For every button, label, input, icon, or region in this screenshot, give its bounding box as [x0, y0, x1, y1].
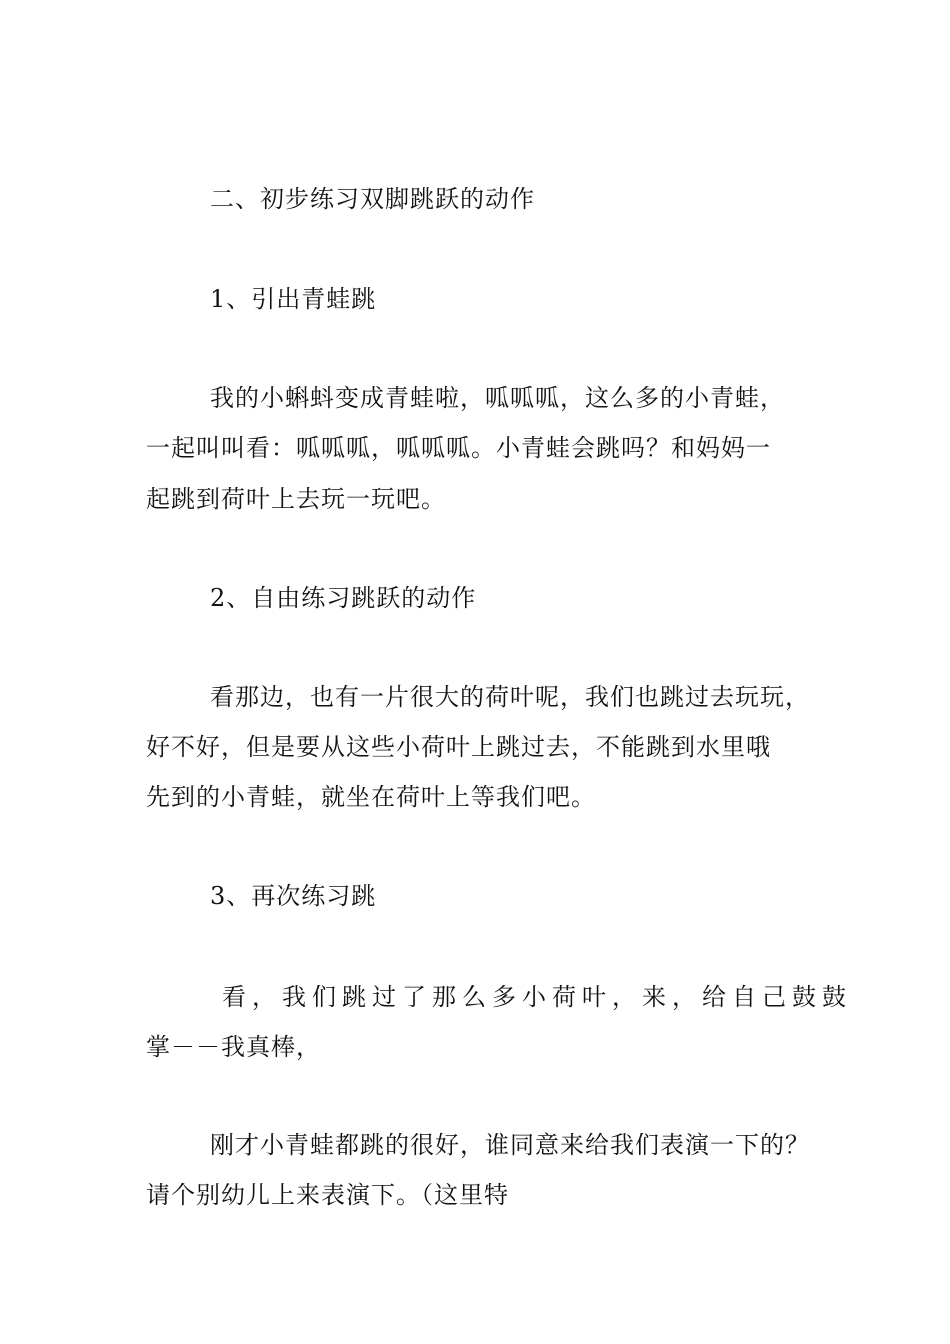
step3-para1-line-1: 看，我们跳过了那么多小荷叶，来，给自己鼓鼓 [222, 983, 852, 1011]
step2-title: 2、自由练习跳跃的动作 [210, 584, 477, 612]
step2-line-1: 看那边，也有一片很大的荷叶呢，我们也跳过去玩玩， [210, 683, 810, 711]
section-heading: 二、初步练习双脚跳跃的动作 [210, 185, 535, 213]
step1-line-2: 一起叫叫看：呱呱呱，呱呱呱。小青蛙会跳吗？和妈妈一 [146, 434, 771, 462]
step2-line-3: 先到的小青蛙，就坐在荷叶上等我们吧。 [146, 783, 596, 811]
step3-para1-line-2: 掌－－我真棒， [146, 1033, 321, 1061]
step1-line-1: 我的小蝌蚪变成青蛙啦，呱呱呱，这么多的小青蛙， [210, 384, 785, 412]
step3-para2-line-2: 请个别幼儿上来表演下。（这里特 [146, 1181, 509, 1209]
step3-title: 3、再次练习跳 [210, 882, 377, 910]
step2-line-2: 好不好，但是要从这些小荷叶上跳过去，不能跳到水里哦 [146, 733, 771, 761]
step1-line-3: 起跳到荷叶上去玩一玩吧。 [146, 485, 446, 513]
step3-para2-line-1: 刚才小青蛙都跳的很好，谁同意来给我们表演一下的？ [210, 1131, 810, 1159]
step1-title: 1、引出青蛙跳 [210, 285, 377, 313]
